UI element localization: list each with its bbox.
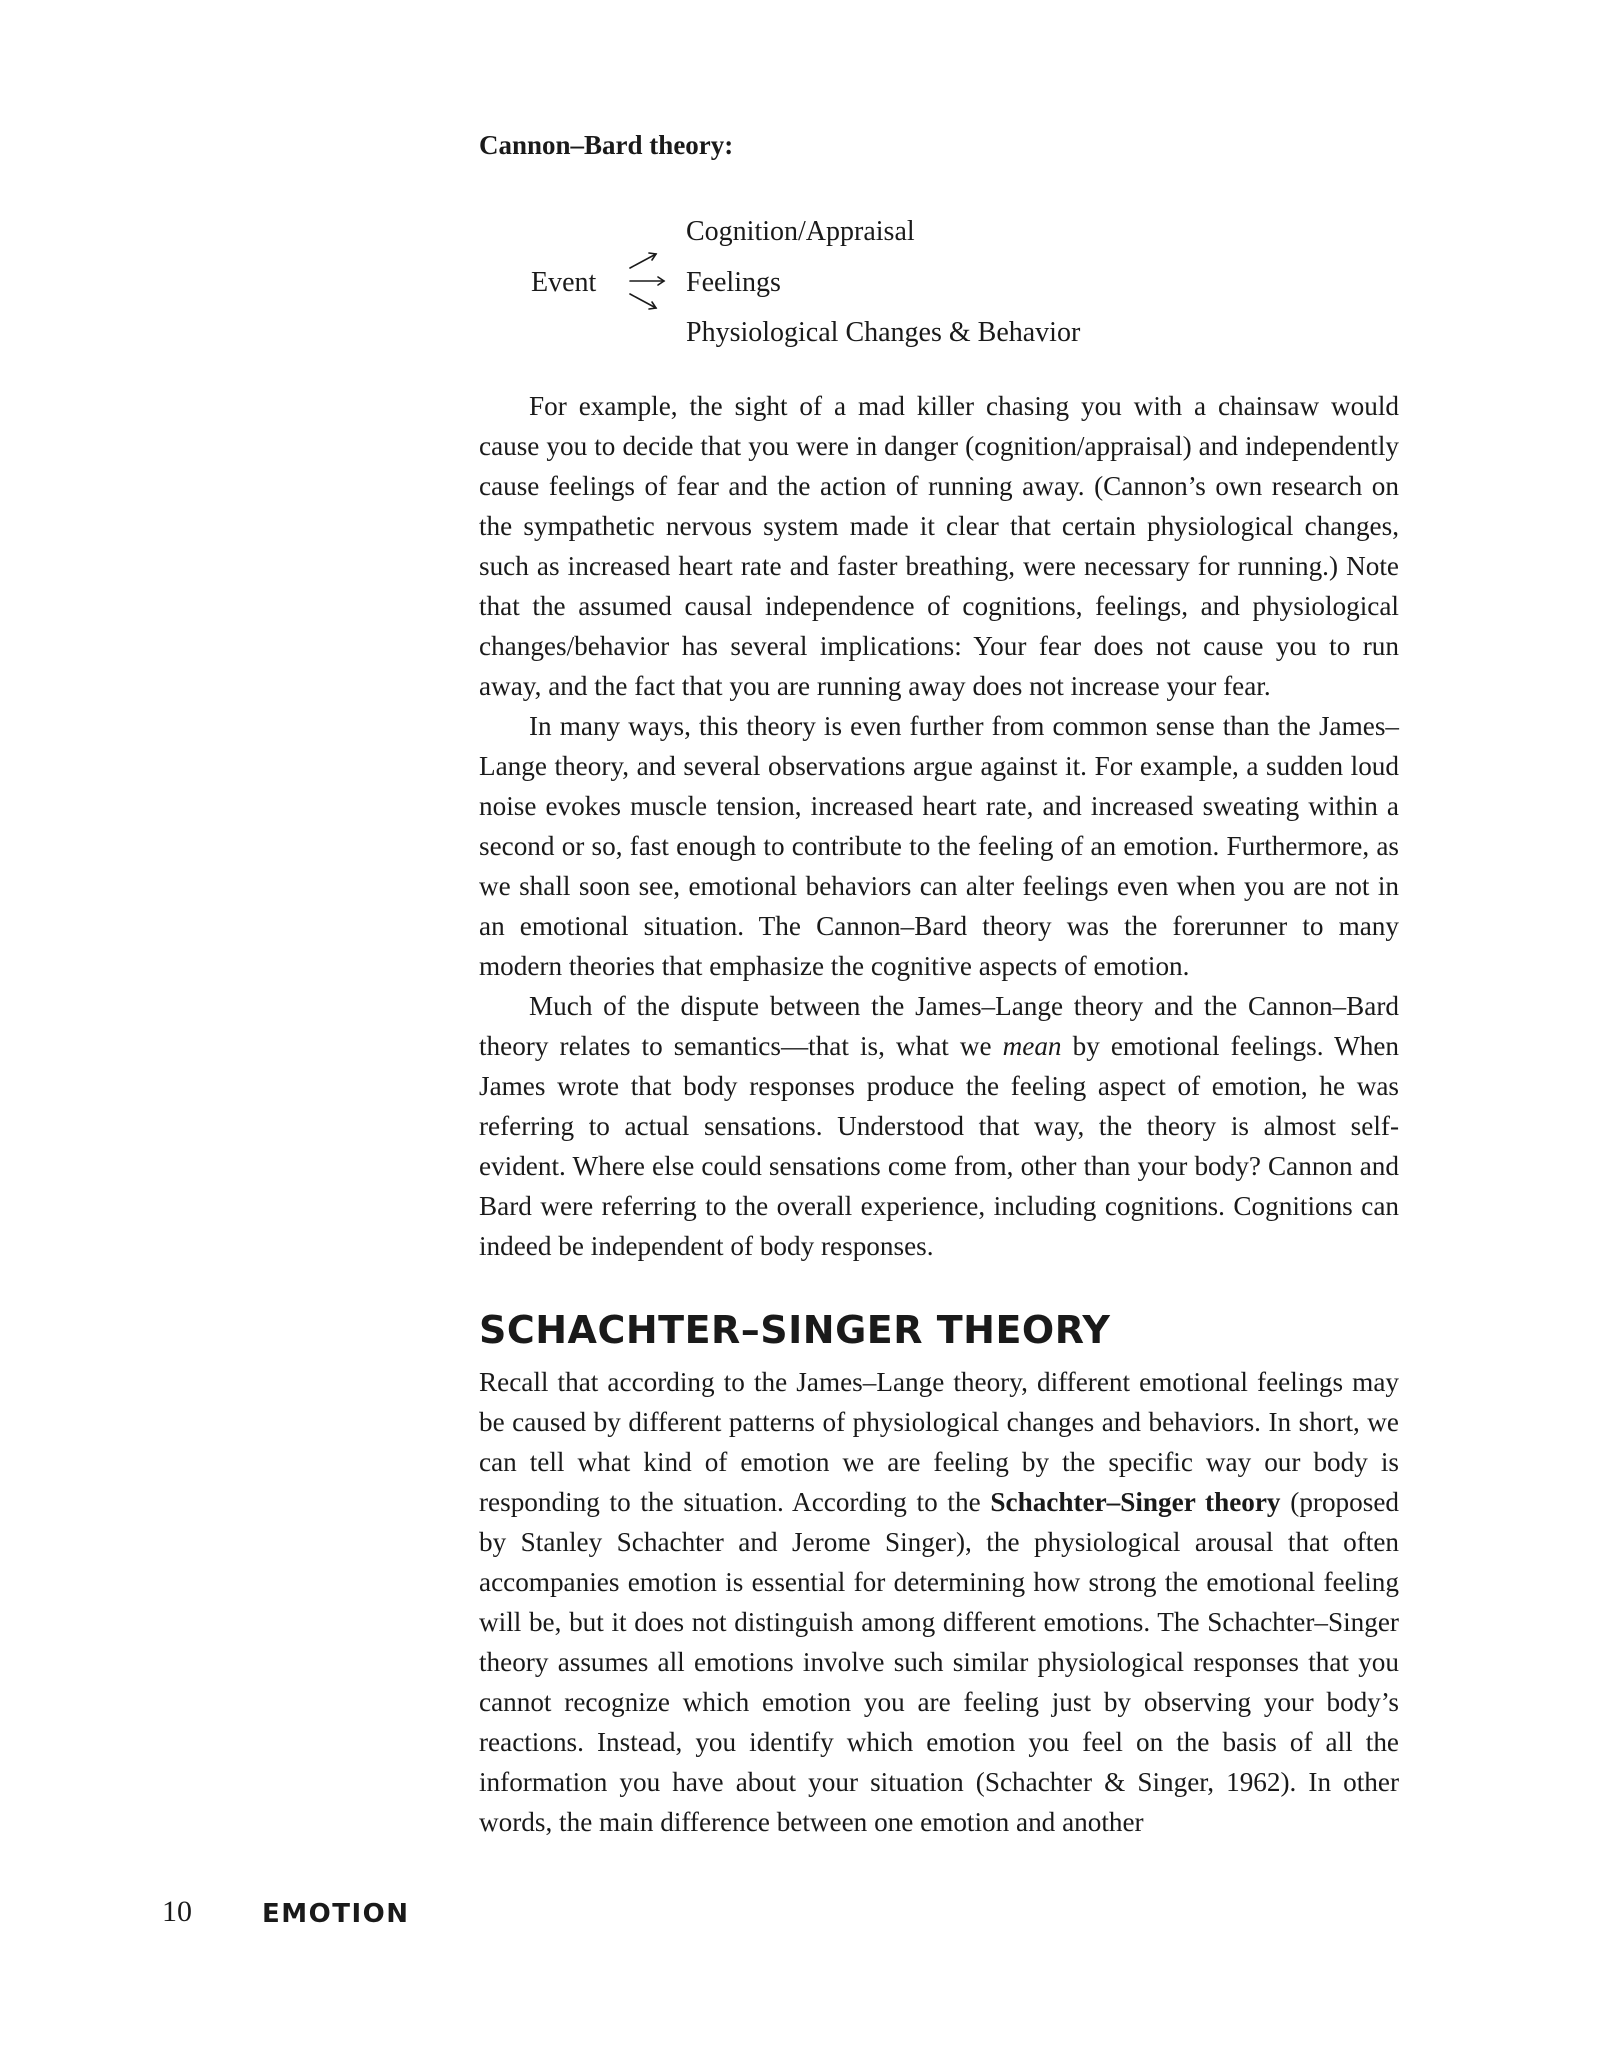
cannon-bard-diagram: [0, 0, 1598, 400]
diagram-source-event: Event: [531, 267, 597, 298]
diagram-output-physiology: Physiological Changes & Behavior: [686, 317, 1081, 348]
paragraph-text: by emotional feelings. When James wrote that body responses produce the feeling aspect of emotion, he was referring to actual sensations. Understood that way, the theory is almost self-evident. Where else could sensations come from, other than your body? Cannon and Bard were referring to the overall experience, including cognitions. Cognitions can indeed be independent of body responses.: [479, 1031, 1399, 1261]
body-paragraph: [479, 386, 1399, 706]
section-cannon-bard-text: [479, 386, 1399, 1266]
body-paragraph: [479, 706, 1399, 986]
paragraph-text: Much of the dispute between the James–Lange theory and the Cannon–Bard theory relates to semantics—that is, what we: [479, 991, 1399, 1061]
bold-text: Schachter–Singer theory: [990, 1487, 1281, 1517]
body-paragraph: [479, 1362, 1399, 1842]
section-schachter-singer-text: [479, 1362, 1399, 1842]
running-title: EMOTION: [262, 1899, 410, 1929]
diagram-output-cognition: Cognition/Appraisal: [686, 216, 915, 247]
subheading: Cannon–Bard theory:: [479, 130, 734, 160]
italic-text: mean: [1002, 1031, 1062, 1061]
diagram-arrows-icon: [626, 248, 674, 314]
paragraph-text: In many ways, this theory is even further from common sense than the James–Lange theory, and several observations argue against it. For example, a sudden loud noise evokes muscle tension, increased heart rate, and increased sweating within a second or so, fast enough to contribute to the feeling of an emotion. Furthermore, as we shall soon see, emotional behaviors can alter feelings even when you are not in an emotional situation. The Cannon–Bard theory was the forerunner to many modern theories that emphasize the cognitive aspects of emotion.: [479, 711, 1399, 981]
page-number: 10: [162, 1895, 192, 1928]
section-heading: SCHACHTER–SINGER THEORY: [479, 1308, 1111, 1352]
paragraph-text: (proposed by Stanley Schachter and Jerome Singer), the physiological arousal that often accompanies emotion is essential for determining how strong the emotional feeling will be, but it does not distinguish among different emotions. The Schachter–Singer theory assumes all emotions involve such similar physiological responses that you cannot recognize which emotion you are feeling just by observing your body’s reactions. Instead, you identify which emotion you feel on the basis of all the information you have about your situation (Schachter & Singer, 1962). In other words, the main difference between one emotion and another: [479, 1487, 1399, 1837]
diagram-output-feelings: Feelings: [686, 267, 781, 298]
paragraph-text: Recall that according to the James–Lange theory, different emotional feelings may be caused by different patterns of physiological changes and behaviors. In short, we can tell what kind of emotion we are feeling by the specific way our body is responding to the situation. According to the: [479, 1367, 1399, 1517]
body-paragraph: [479, 986, 1399, 1266]
paragraph-text: For example, the sight of a mad killer chasing you with a chainsaw would cause you to decide that you were in danger (cognition/appraisal) and independently cause feelings of fear and the action of running away. (Cannon’s own research on the sympathetic nervous system made it clear that certain physiological changes, such as increased heart rate and faster breathing, were necessary for running.) Note that the assumed causal independence of cognitions, feelings, and physiological changes/behavior has several implications: Your fear does not cause you to run away, and the fact that you are running away does not increase your fear.: [479, 391, 1399, 701]
